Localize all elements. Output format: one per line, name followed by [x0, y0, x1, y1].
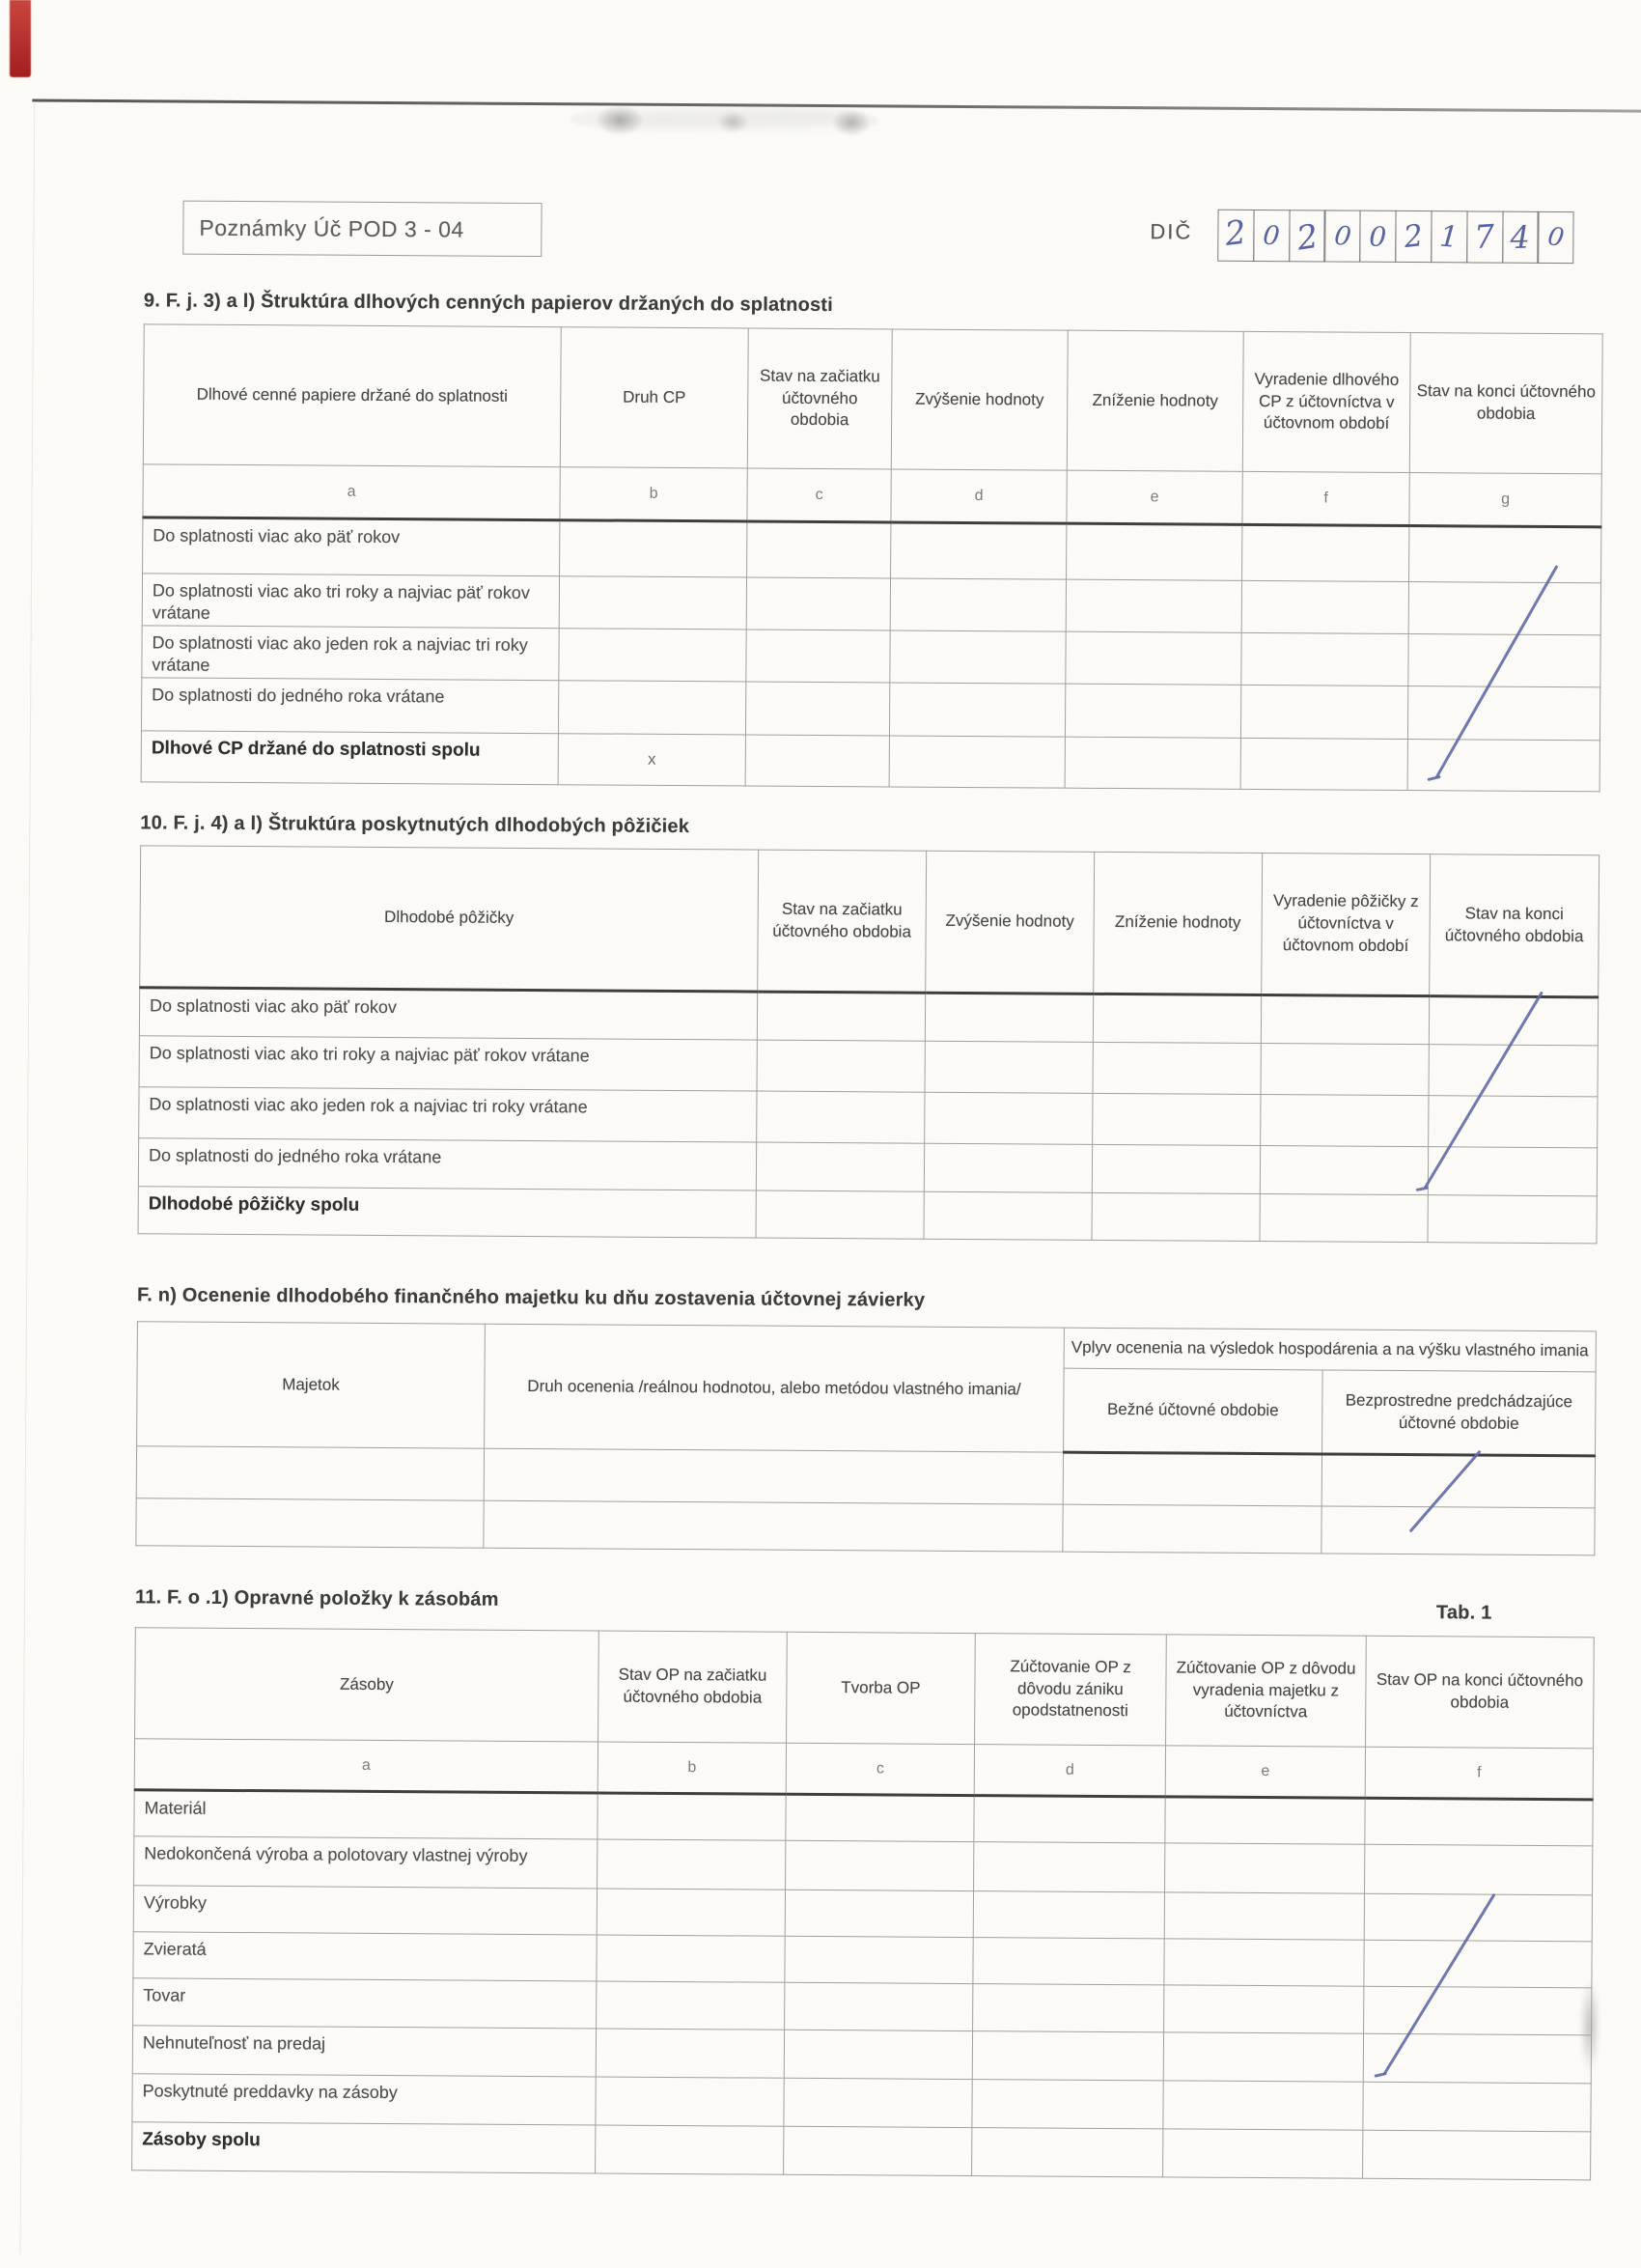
- table-cell: [1364, 1986, 1592, 2035]
- table-cell: [1063, 1452, 1321, 1506]
- dic-digit-box: [1324, 210, 1361, 262]
- table-cell: Stav OP na začiatku účtovného obdobia: [598, 1631, 788, 1743]
- row-label: Tovar: [133, 1978, 597, 2029]
- table-cell: [1363, 2130, 1591, 2180]
- table-cell: [559, 576, 746, 630]
- table-cell: [784, 2126, 972, 2175]
- table-cell: [1093, 994, 1261, 1043]
- row-label: Nehnuteľnosť na predaj: [132, 2026, 596, 2077]
- table-cell: [1261, 995, 1429, 1045]
- table-cell: [925, 993, 1093, 1042]
- table-cell: [1093, 1042, 1261, 1094]
- table-cell: [1240, 685, 1407, 739]
- table-cell: [1260, 1146, 1428, 1195]
- table-cell: [1165, 1797, 1365, 1844]
- table-cell: [925, 1092, 1093, 1144]
- debt-securities-table: [141, 323, 1603, 792]
- table-cell: e: [1165, 1746, 1365, 1798]
- table-cell: [597, 1981, 785, 2030]
- table-cell: a: [134, 1739, 598, 1793]
- table-cell: d: [891, 469, 1067, 523]
- row-label: Zvieratá: [133, 1932, 597, 1981]
- table-cell: [785, 1982, 973, 2030]
- table-cell: [597, 1935, 785, 1982]
- dic-boxes: [1217, 210, 1574, 264]
- dic-digit-box: [1253, 210, 1290, 262]
- table-cell: [786, 1794, 974, 1841]
- row-label: Do splatnosti viac ako jeden rok a najviac tri roky vrátane: [139, 1087, 757, 1142]
- table-cell: [598, 1793, 786, 1840]
- table-cell: [1407, 740, 1599, 792]
- handwritten-digit: 1: [1438, 219, 1460, 255]
- span-header: Vplyv ocenenia na výsledok hospodárenia a na výšku vlastného imania: [1064, 1328, 1596, 1372]
- row-label: Do splatnosti viac ako tri roky a najviac päť rokov vrátane: [139, 1036, 757, 1091]
- table-cell: [746, 630, 890, 683]
- table-cell: [1065, 737, 1240, 789]
- table-cell: [1165, 1843, 1365, 1893]
- dic-label: DIČ: [1150, 219, 1193, 244]
- table-cell: Stav OP na konci účtovného obdobia: [1366, 1636, 1595, 1749]
- table-cell: [1261, 1044, 1429, 1096]
- scan-smudge: [832, 109, 871, 136]
- row-label: Poskytnuté preddavky na zásoby: [132, 2074, 596, 2125]
- table-cell: [925, 1041, 1093, 1093]
- table-cell: [1260, 1194, 1428, 1243]
- row-label: Nedokončená výroba a polotovary vlastnej výroby: [134, 1836, 598, 1889]
- row-label: Dlhové CP držané do splatnosti spolu: [141, 731, 558, 785]
- table-cell: Zvýšenie hodnoty: [926, 851, 1095, 994]
- table-cell: [596, 2077, 784, 2126]
- table-cell: [890, 578, 1066, 631]
- table-cell: Stav na konci účtovného obdobia: [1409, 333, 1602, 474]
- table-cell: [974, 1842, 1165, 1892]
- table-cell: Majetok: [137, 1322, 486, 1448]
- handwritten-digit: 0: [1369, 219, 1388, 253]
- handwritten-digit: 2: [1402, 218, 1426, 256]
- section10-title: 10. F. j. 4) a l) Štruktúra poskytnutých dlhodobých pôžičiek: [140, 812, 690, 838]
- row-label: Dlhodobé pôžičky spolu: [138, 1187, 756, 1238]
- table-cell: [889, 683, 1065, 737]
- table-cell: e: [1067, 470, 1242, 524]
- table-cell: [747, 521, 891, 578]
- dic-digit-box: [1502, 211, 1539, 264]
- table-cell: f: [1242, 471, 1409, 525]
- table-cell: Zásoby: [135, 1628, 599, 1742]
- section11-title: 11. F. o .1) Opravné položky k zásobám: [134, 1586, 499, 1610]
- table-cell: b: [598, 1742, 786, 1794]
- row-label: Výrobky: [133, 1886, 597, 1935]
- row-label: Do splatnosti viac ako päť rokov: [143, 518, 560, 576]
- dic-digit-box: [1359, 210, 1396, 263]
- table-cell: [1164, 1985, 1364, 2033]
- table-cell: Vyradenie dlhového CP z účtovníctva v účtovnom období: [1242, 331, 1410, 472]
- row-label: Materiál: [134, 1790, 598, 1839]
- table-cell: [972, 2031, 1163, 2081]
- form-code-box: [182, 201, 542, 257]
- table-cell: [757, 1091, 925, 1143]
- table-cell: [136, 1446, 484, 1500]
- table-cell: [136, 1498, 484, 1548]
- table-cell: Zúčtovanie OP z dôvodu zániku opodstatnenosti: [975, 1634, 1167, 1746]
- row-label: Do splatnosti do jedného roka vrátane: [138, 1138, 756, 1190]
- table-cell: Zvýšenie hodnoty: [891, 329, 1068, 470]
- dic-digit-box: [1431, 210, 1467, 263]
- table-cell: [1164, 1892, 1364, 1940]
- table-cell: [1092, 1192, 1260, 1241]
- table-cell: [1428, 1195, 1597, 1244]
- table-cell: [1363, 2082, 1591, 2132]
- dic-digit-box: [1466, 210, 1503, 263]
- row-label: Do splatnosti viac ako tri roky a najviac päť rokov vrátane: [142, 574, 559, 629]
- table-cell: [1163, 2081, 1363, 2130]
- table-cell: [1321, 1454, 1595, 1508]
- table-cell: [1409, 526, 1601, 583]
- table-cell: [757, 992, 925, 1041]
- table-cell: [1363, 2033, 1591, 2084]
- table-cell: Vyradenie pôžičky z účtovníctva v účtovnom období: [1262, 854, 1431, 996]
- handwritten-digit: 0: [1262, 219, 1282, 252]
- table-cell: f: [1365, 1747, 1593, 1800]
- table-cell: Druh CP: [560, 327, 748, 468]
- table-cell: [1164, 1939, 1364, 1986]
- table-cell: Bezprostredne predchádzajúce účtovné obdobie: [1322, 1370, 1597, 1456]
- table-cell: [924, 1143, 1092, 1192]
- table-cell: [745, 735, 889, 787]
- table-cell: Stav na začiatku účtovného obdobia: [747, 328, 892, 469]
- handwritten-digit: 2: [1223, 212, 1249, 254]
- sectionFn-title: F. n) Ocenenie dlhodobého finančného majetku ku dňu zostavenia účtovnej závierky: [137, 1284, 926, 1311]
- financial-assets-valuation-table: [135, 1321, 1597, 1555]
- scan-left-edge-line: [20, 101, 36, 2254]
- table-cell: [1163, 2032, 1363, 2082]
- table-cell: Druh ocenenia /reálnou hodnotou, alebo metódou vlastného imania/: [485, 1324, 1065, 1452]
- table-cell: [924, 1191, 1092, 1240]
- table-cell: Bežné účtovné obdobie: [1064, 1368, 1323, 1454]
- table-cell: Zníženie hodnoty: [1094, 852, 1263, 994]
- table-cell: [746, 577, 890, 630]
- table-cell: [1428, 1147, 1597, 1196]
- long-term-loans-table: [138, 845, 1600, 1244]
- table-cell: [1365, 1798, 1593, 1846]
- table-cell: [1408, 634, 1600, 687]
- table-cell: [784, 2030, 972, 2079]
- section9-title: 9. F. j. 3) a l) Štruktúra dlhových cenných papierov držaných do splatnosti: [143, 290, 834, 317]
- table-cell: Stav na konci účtovného obdobia: [1430, 854, 1599, 997]
- table-cell: [1065, 684, 1240, 738]
- table-cell: [1242, 524, 1409, 581]
- table-cell: [1241, 632, 1408, 686]
- tab-number-label: Tab. 1: [1435, 1602, 1492, 1624]
- dic-digit-box: [1538, 211, 1574, 264]
- table-cell: [1067, 523, 1242, 580]
- table-cell: [1407, 686, 1599, 741]
- table-cell: [973, 1984, 1164, 2032]
- table-cell: [1408, 582, 1600, 635]
- row-label: Do splatnosti do jedného roka vrátane: [141, 678, 558, 734]
- table-cell: [1240, 738, 1407, 790]
- table-cell: [973, 1938, 1164, 1985]
- row-label: Do splatnosti viac ako päť rokov: [139, 988, 757, 1040]
- handwritten-digit: 0: [1332, 220, 1353, 253]
- table-cell: [596, 2029, 784, 2078]
- table-cell: [598, 1839, 786, 1890]
- row-label: Zásoby spolu: [132, 2122, 596, 2173]
- table-cell: d: [974, 1745, 1165, 1797]
- not-applicable-cell: x: [558, 734, 745, 786]
- table-cell: [756, 1190, 924, 1239]
- table-cell: [1321, 1506, 1595, 1555]
- table-cell: c: [747, 468, 891, 522]
- table-cell: Zúčtovanie OP z dôvodu vyradenia majetku z účtovníctva: [1166, 1635, 1367, 1747]
- table-cell: Zníženie hodnoty: [1067, 330, 1243, 471]
- table-cell: [1365, 1844, 1593, 1895]
- table-cell: [756, 1142, 924, 1191]
- dic-digit-box: [1217, 210, 1254, 262]
- table-cell: [974, 1796, 1165, 1843]
- table-cell: g: [1409, 473, 1601, 527]
- table-cell: [972, 2080, 1163, 2129]
- table-cell: b: [560, 467, 747, 521]
- table-cell: [1093, 1093, 1261, 1145]
- table-cell: [785, 1890, 973, 1937]
- scan-smudge: [716, 110, 749, 133]
- inventory-provisions-table: [131, 1627, 1595, 2180]
- table-cell: [973, 1891, 1164, 1939]
- table-cell: [785, 1936, 973, 1983]
- row-label: Do splatnosti viac ako jeden rok a najviac tri roky vrátane: [142, 626, 559, 681]
- table-cell: [1066, 579, 1241, 632]
- table-cell: [1241, 580, 1408, 633]
- table-cell: [786, 1840, 974, 1890]
- handwritten-digit: 0: [1545, 221, 1567, 254]
- table-cell: [1429, 1045, 1598, 1097]
- table-cell: a: [143, 464, 560, 520]
- table-cell: [1092, 1144, 1260, 1193]
- table-cell: c: [786, 1743, 974, 1795]
- table-cell: [1063, 1504, 1321, 1554]
- handwritten-digit: 7: [1473, 216, 1496, 256]
- dic-digit-box: [1289, 210, 1325, 262]
- form-code-label: Poznámky Úč POD 3 - 04: [199, 214, 464, 242]
- handwritten-digit: 2: [1293, 216, 1321, 259]
- table-cell: [784, 2078, 972, 2127]
- table-cell: [484, 1500, 1063, 1552]
- table-cell: Dlhové cenné papiere držané do splatnosti: [143, 324, 561, 467]
- table-cell: [560, 520, 747, 577]
- table-cell: [558, 681, 745, 735]
- table-cell: Stav na začiatku účtovného obdobia: [758, 850, 927, 993]
- table-cell: [1261, 1095, 1429, 1147]
- table-cell: Dlhodobé pôžičky: [140, 846, 759, 992]
- table-cell: [559, 629, 746, 682]
- scan-smudge: [597, 105, 643, 134]
- table-cell: [1163, 2129, 1363, 2178]
- dic-digit-box: [1395, 210, 1432, 263]
- table-cell: Tvorba OP: [787, 1632, 976, 1744]
- table-cell: [1364, 1940, 1592, 1988]
- table-cell: [1066, 631, 1241, 685]
- table-cell: [972, 2128, 1163, 2177]
- table-cell: [891, 522, 1067, 579]
- table-cell: [890, 630, 1066, 684]
- table-cell: [889, 736, 1065, 788]
- table-cell: [597, 1889, 785, 1936]
- table-cell: [745, 682, 889, 736]
- table-cell: [484, 1448, 1063, 1504]
- handwritten-digit: 4: [1510, 218, 1531, 257]
- table-cell: [757, 1040, 925, 1092]
- table-cell: [596, 2125, 784, 2174]
